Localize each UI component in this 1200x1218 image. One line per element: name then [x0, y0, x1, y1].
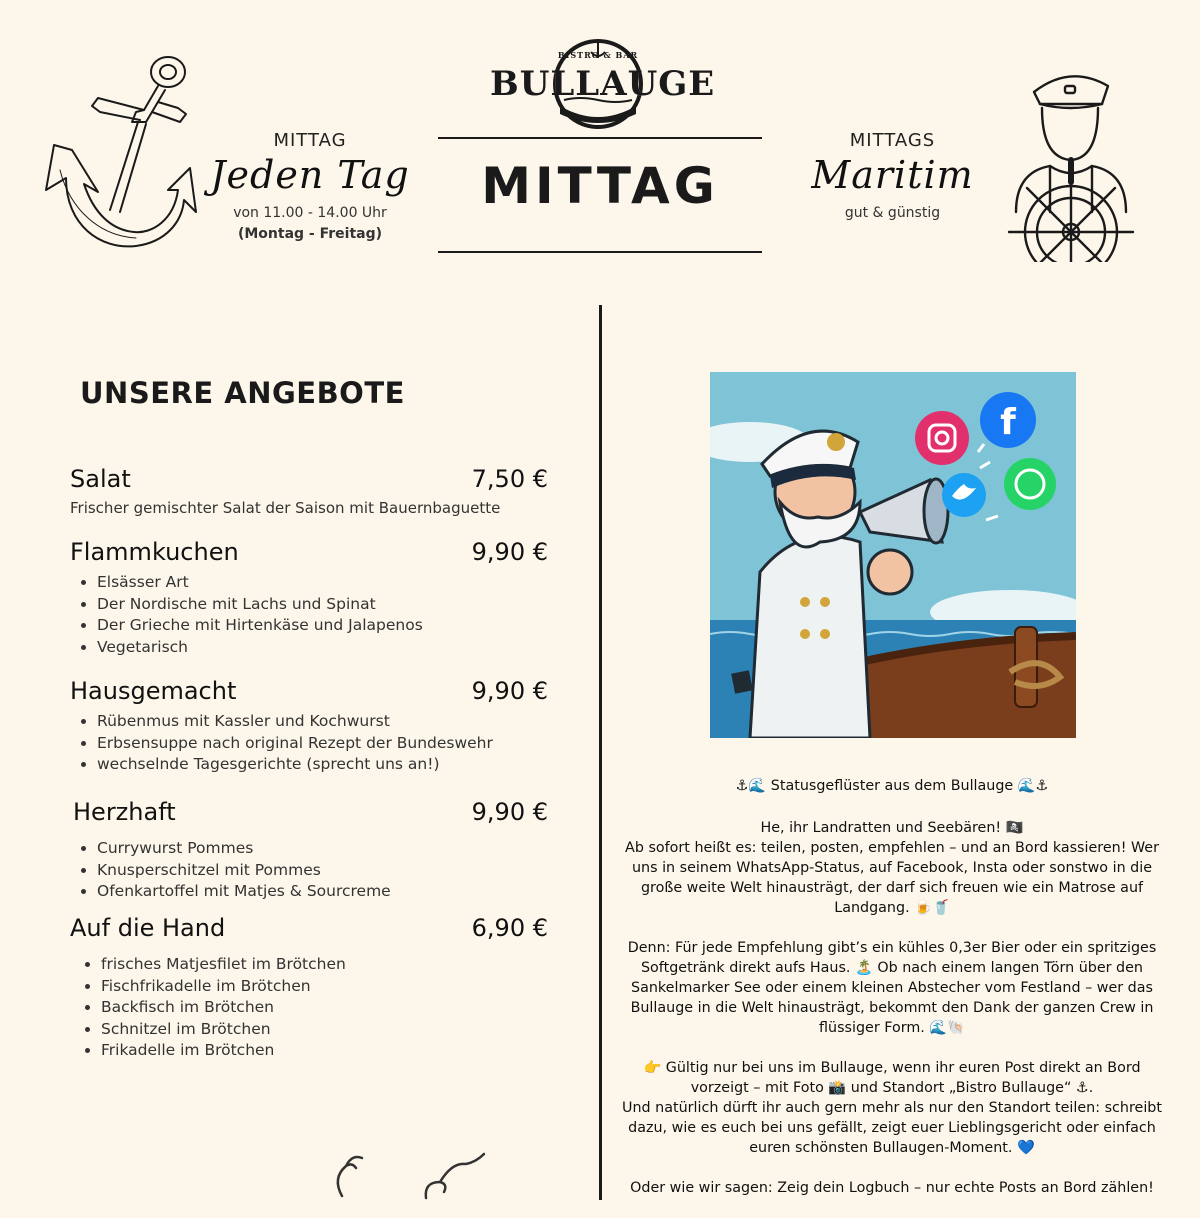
title-rule-bottom	[438, 251, 762, 253]
column-divider	[599, 305, 602, 1200]
menu-item-herzhaft	[73, 794, 548, 903]
right-header	[795, 130, 990, 224]
list-item: • frisches Matjesfilet im Brötchen	[101, 954, 548, 976]
list-item: • Erbsensuppe nach original Rezept der Bundeswehr	[97, 733, 548, 755]
right-script-title: Maritim	[811, 153, 974, 197]
menu-item-price: 9,90 €	[471, 798, 548, 826]
post-paragraph: Oder wie wir sagen: Zeig dein Logbuch – nur echte Posts an Bord zählen!	[630, 1180, 1154, 1196]
social-post	[622, 776, 1162, 1218]
right-kicker: MITTAGS	[849, 130, 936, 151]
menu-item-hausgemacht	[70, 677, 548, 776]
anchor-icon	[40, 50, 200, 260]
list-item: • wechselnde Tagesgerichte (sprecht uns an!)	[97, 754, 548, 776]
opening-hours: von 11.00 - 14.00 Uhr	[233, 205, 387, 221]
list-item: • Elsässer Art	[97, 572, 548, 594]
seagull-icon	[322, 1148, 392, 1200]
menu-item-name: Flammkuchen	[70, 538, 239, 566]
list-item: • Vegetarisch	[97, 637, 548, 659]
list-item: • Der Grieche mit Hirtenkäse und Jalapenos	[97, 615, 548, 637]
list-item: • Schnitzel im Brötchen	[101, 1019, 548, 1041]
menu-item-price: 7,50 €	[471, 465, 548, 493]
list-item: • Frikadelle im Brötchen	[101, 1040, 548, 1062]
logo-small-text: BISTRO & BAR	[557, 50, 639, 60]
option-list	[70, 572, 548, 658]
svg-text:f: f	[1000, 402, 1016, 443]
page-title: MITTAG	[481, 157, 719, 215]
seagull-icon	[418, 1148, 488, 1200]
menu-item-flammkuchen	[70, 538, 548, 658]
list-item: • Knusperschitzel mit Pommes	[97, 860, 548, 882]
menu-item-auf-die-hand	[70, 914, 548, 1062]
menu-item-description: Frischer gemischter Salat der Saison mit Bauernbaguette	[70, 499, 501, 517]
list-item: • Fischfrikadelle im Brötchen	[101, 976, 548, 998]
post-paragraph: Denn: Für jede Empfehlung gibt’s ein kühles 0,3er Bier oder ein spritziges Softgetränk direkt aufs Haus. 🏝️ Ob nach einem langen Törn über den Sankelmarker See oder einem kleinen Abstecher vom Festland – wer das Bullauge in die Welt hinausträgt, bekommt den Dank der ganzen Crew in flüssiger Form. 🌊🐚	[627, 940, 1157, 1036]
menu-item-name: Auf die Hand	[70, 914, 226, 942]
left-header	[210, 130, 410, 245]
post-paragraph: He, ihr Landratten und Seebären! 🏴‍☠️ Ab sofort heißt es: teilen, posten, empfehlen – und an Bord kassieren! Wer uns in seinem WhatsApp-Status, auf Facebook, Insta oder sonstwo in die große weite Welt hinausträgt, der darf sich freuen wie ein Matrose auf Landgang. 🍺🥤	[625, 820, 1159, 916]
captain-wheel-icon	[990, 62, 1150, 262]
title-rule-top	[438, 137, 762, 139]
menu-item-price: 9,90 €	[471, 538, 548, 566]
option-list	[73, 838, 548, 903]
menu-item-name: Salat	[70, 465, 131, 493]
left-kicker: MITTAG	[273, 130, 347, 151]
left-script-title: Jeden Tag	[210, 153, 410, 197]
logo	[490, 36, 716, 131]
option-list	[70, 711, 548, 776]
option-list	[70, 954, 548, 1062]
list-item: • Der Nordische mit Lachs und Spinat	[97, 594, 548, 616]
menu-item-salat	[70, 465, 548, 517]
menu-item-name: Hausgemacht	[70, 677, 237, 705]
post-headline: ⚓🌊 Statusgeflüster aus dem Bullauge 🌊⚓	[735, 778, 1049, 794]
offers-title: UNSERE ANGEBOTE	[80, 376, 405, 410]
logo-name: BULLAUGE	[490, 64, 716, 104]
menu-item-name: Herzhaft	[73, 798, 176, 826]
captain-social-media-illustration	[710, 372, 1076, 738]
opening-days: (Montag - Freitag)	[237, 226, 383, 242]
list-item: • Currywurst Pommes	[97, 838, 548, 860]
post-paragraph: 👉 Gültig nur bei uns im Bullauge, wenn ihr euren Post direkt an Bord vorzeigt – mit Foto 📸 und Standort „Bistro Bullauge“ ⚓. Und natürlich dürft ihr auch gern mehr als nur den Standort teilen: schreibt dazu, wie es euch bei uns gefällt, zeigt euer Lieblingsgericht oder einfach euren schönsten Bullaugen-Moment. 💙	[622, 1060, 1162, 1156]
menu-item-price: 6,90 €	[471, 914, 548, 942]
right-tagline: gut & günstig	[844, 205, 941, 221]
list-item: • Ofenkartoffel mit Matjes & Sourcreme	[97, 881, 548, 903]
list-item: • Backfisch im Brötchen	[101, 997, 548, 1019]
list-item: • Rübenmus mit Kassler und Kochwurst	[97, 711, 548, 733]
menu-item-price: 9,90 €	[471, 677, 548, 705]
